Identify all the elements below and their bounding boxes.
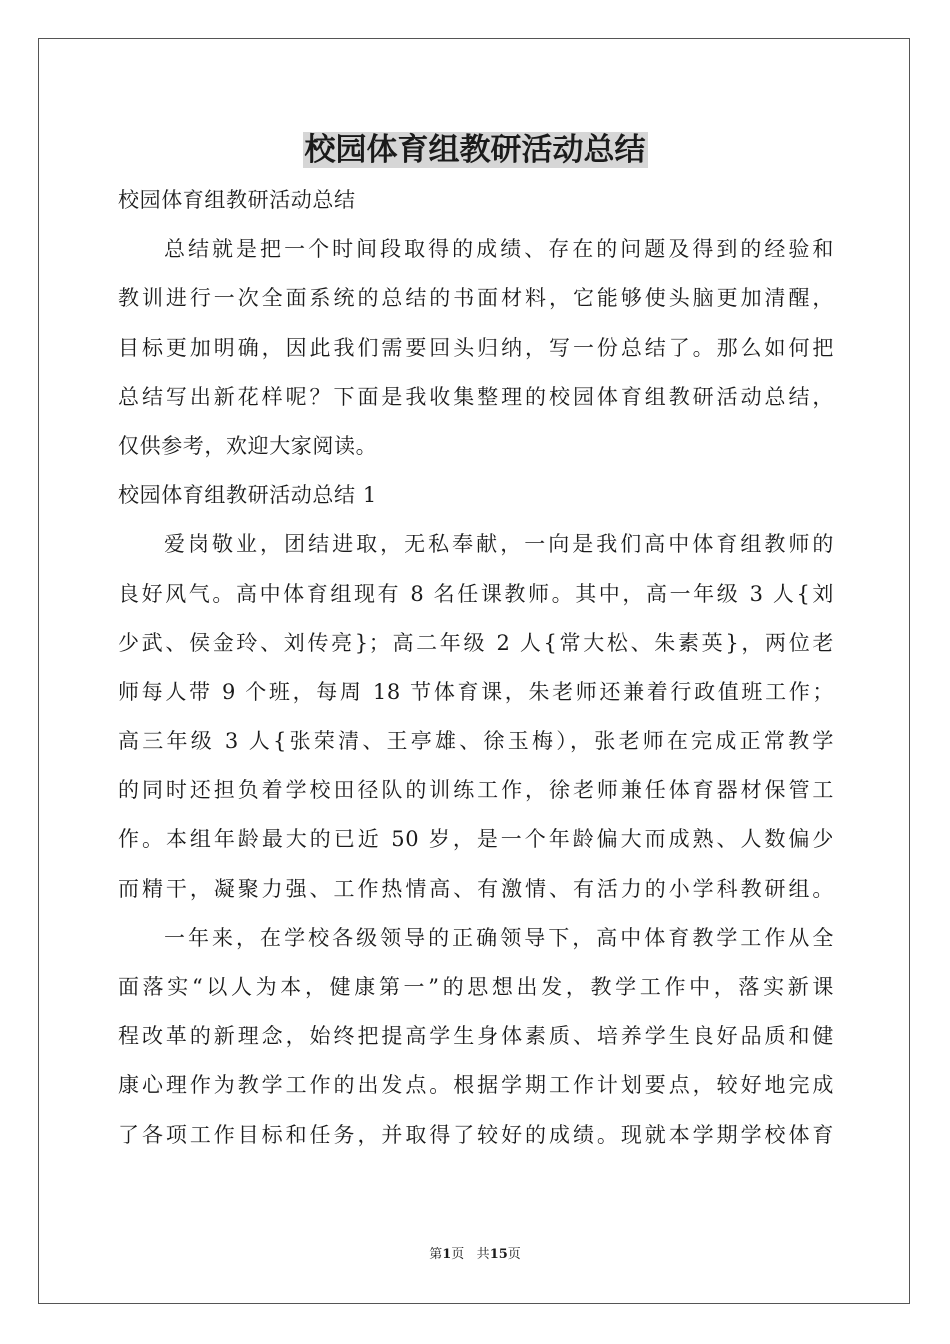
paragraph-line: 面落实“以人为本，健康第一”的思想出发，教学工作中，落实新课 <box>118 975 834 999</box>
paragraph-2 <box>118 914 834 1160</box>
paragraph-line: 康心理作为教学工作的出发点。根据学期工作计划要点，较好地完成 <box>118 1073 834 1098</box>
paragraph-line: 了各项工作目标和任务，并取得了较好的成绩。现就本学期学校体育 <box>118 1122 834 1147</box>
section-heading: 校园体育组教研活动总结 1 <box>118 483 377 508</box>
page-suffix: 页 <box>451 1247 465 1262</box>
paragraph-1 <box>118 520 834 914</box>
document-body <box>118 176 834 1160</box>
paragraph-line: 高三年级 3 人{张荣清、王亭雄、徐玉梅），张老师在完成正常教学 <box>118 729 834 754</box>
paragraph-line: 爱岗敬业，团结进取，无私奉献，一向是我们高中体育组教师的 <box>164 532 834 557</box>
paragraph-line: 师每人带 9 个班，每周 18 节体育课，朱老师还兼着行政值班工作； <box>118 679 834 704</box>
total-prefix: 共 <box>476 1247 490 1262</box>
total-suffix: 页 <box>507 1247 521 1262</box>
document-title-text: 校园体育组教研活动总结 <box>304 132 646 168</box>
document-title <box>0 126 950 174</box>
paragraph-line: 少武、侯金玲、刘传亮}；高二年级 2 人{常大松、朱素英}，两位老 <box>118 630 834 655</box>
paragraph-line: 一年来，在学校各级领导的正确领导下，高中体育教学工作从全 <box>164 925 834 950</box>
intro-line: 教训进行一次全面系统的总结的书面材料，它能够使头脑更加清醒， <box>118 286 834 311</box>
paragraph-line: 的同时还担负着学校田径队的训练工作，徐老师兼任体育器材保管工 <box>118 778 834 803</box>
page-number: 1 <box>442 1247 452 1262</box>
intro-line: 目标更加明确，因此我们需要回头归纳，写一份总结了。那么如何把 <box>118 335 834 360</box>
intro-paragraph <box>118 225 834 471</box>
paragraph-line: 作。本组年龄最大的已近 50 岁，是一个年龄偏大而成熟、人数偏少 <box>118 827 834 852</box>
page-footer <box>0 1246 950 1264</box>
intro-line: 仅供参考，欢迎大家阅读。 <box>118 433 378 458</box>
paragraph-line: 程改革的新理念，始终把提高学生身体素质、培养学生良好品质和健 <box>118 1024 834 1049</box>
total-pages: 15 <box>489 1247 508 1262</box>
intro-line: 总结写出新花样呢？下面是我收集整理的校园体育组教研活动总结， <box>118 384 834 409</box>
subtitle: 校园体育组教研活动总结 <box>118 188 356 212</box>
paragraph-line: 良好风气。高中体育组现有 8 名任课教师。其中，高一年级 3 人{刘 <box>118 581 834 606</box>
intro-line: 总结就是把一个时间段取得的成绩、存在的问题及得到的经验和 <box>164 237 834 262</box>
paragraph-line: 而精干，凝聚力强、工作热情高、有激情、有活力的小学科教研组。 <box>118 876 834 901</box>
page-prefix: 第 <box>429 1247 443 1262</box>
